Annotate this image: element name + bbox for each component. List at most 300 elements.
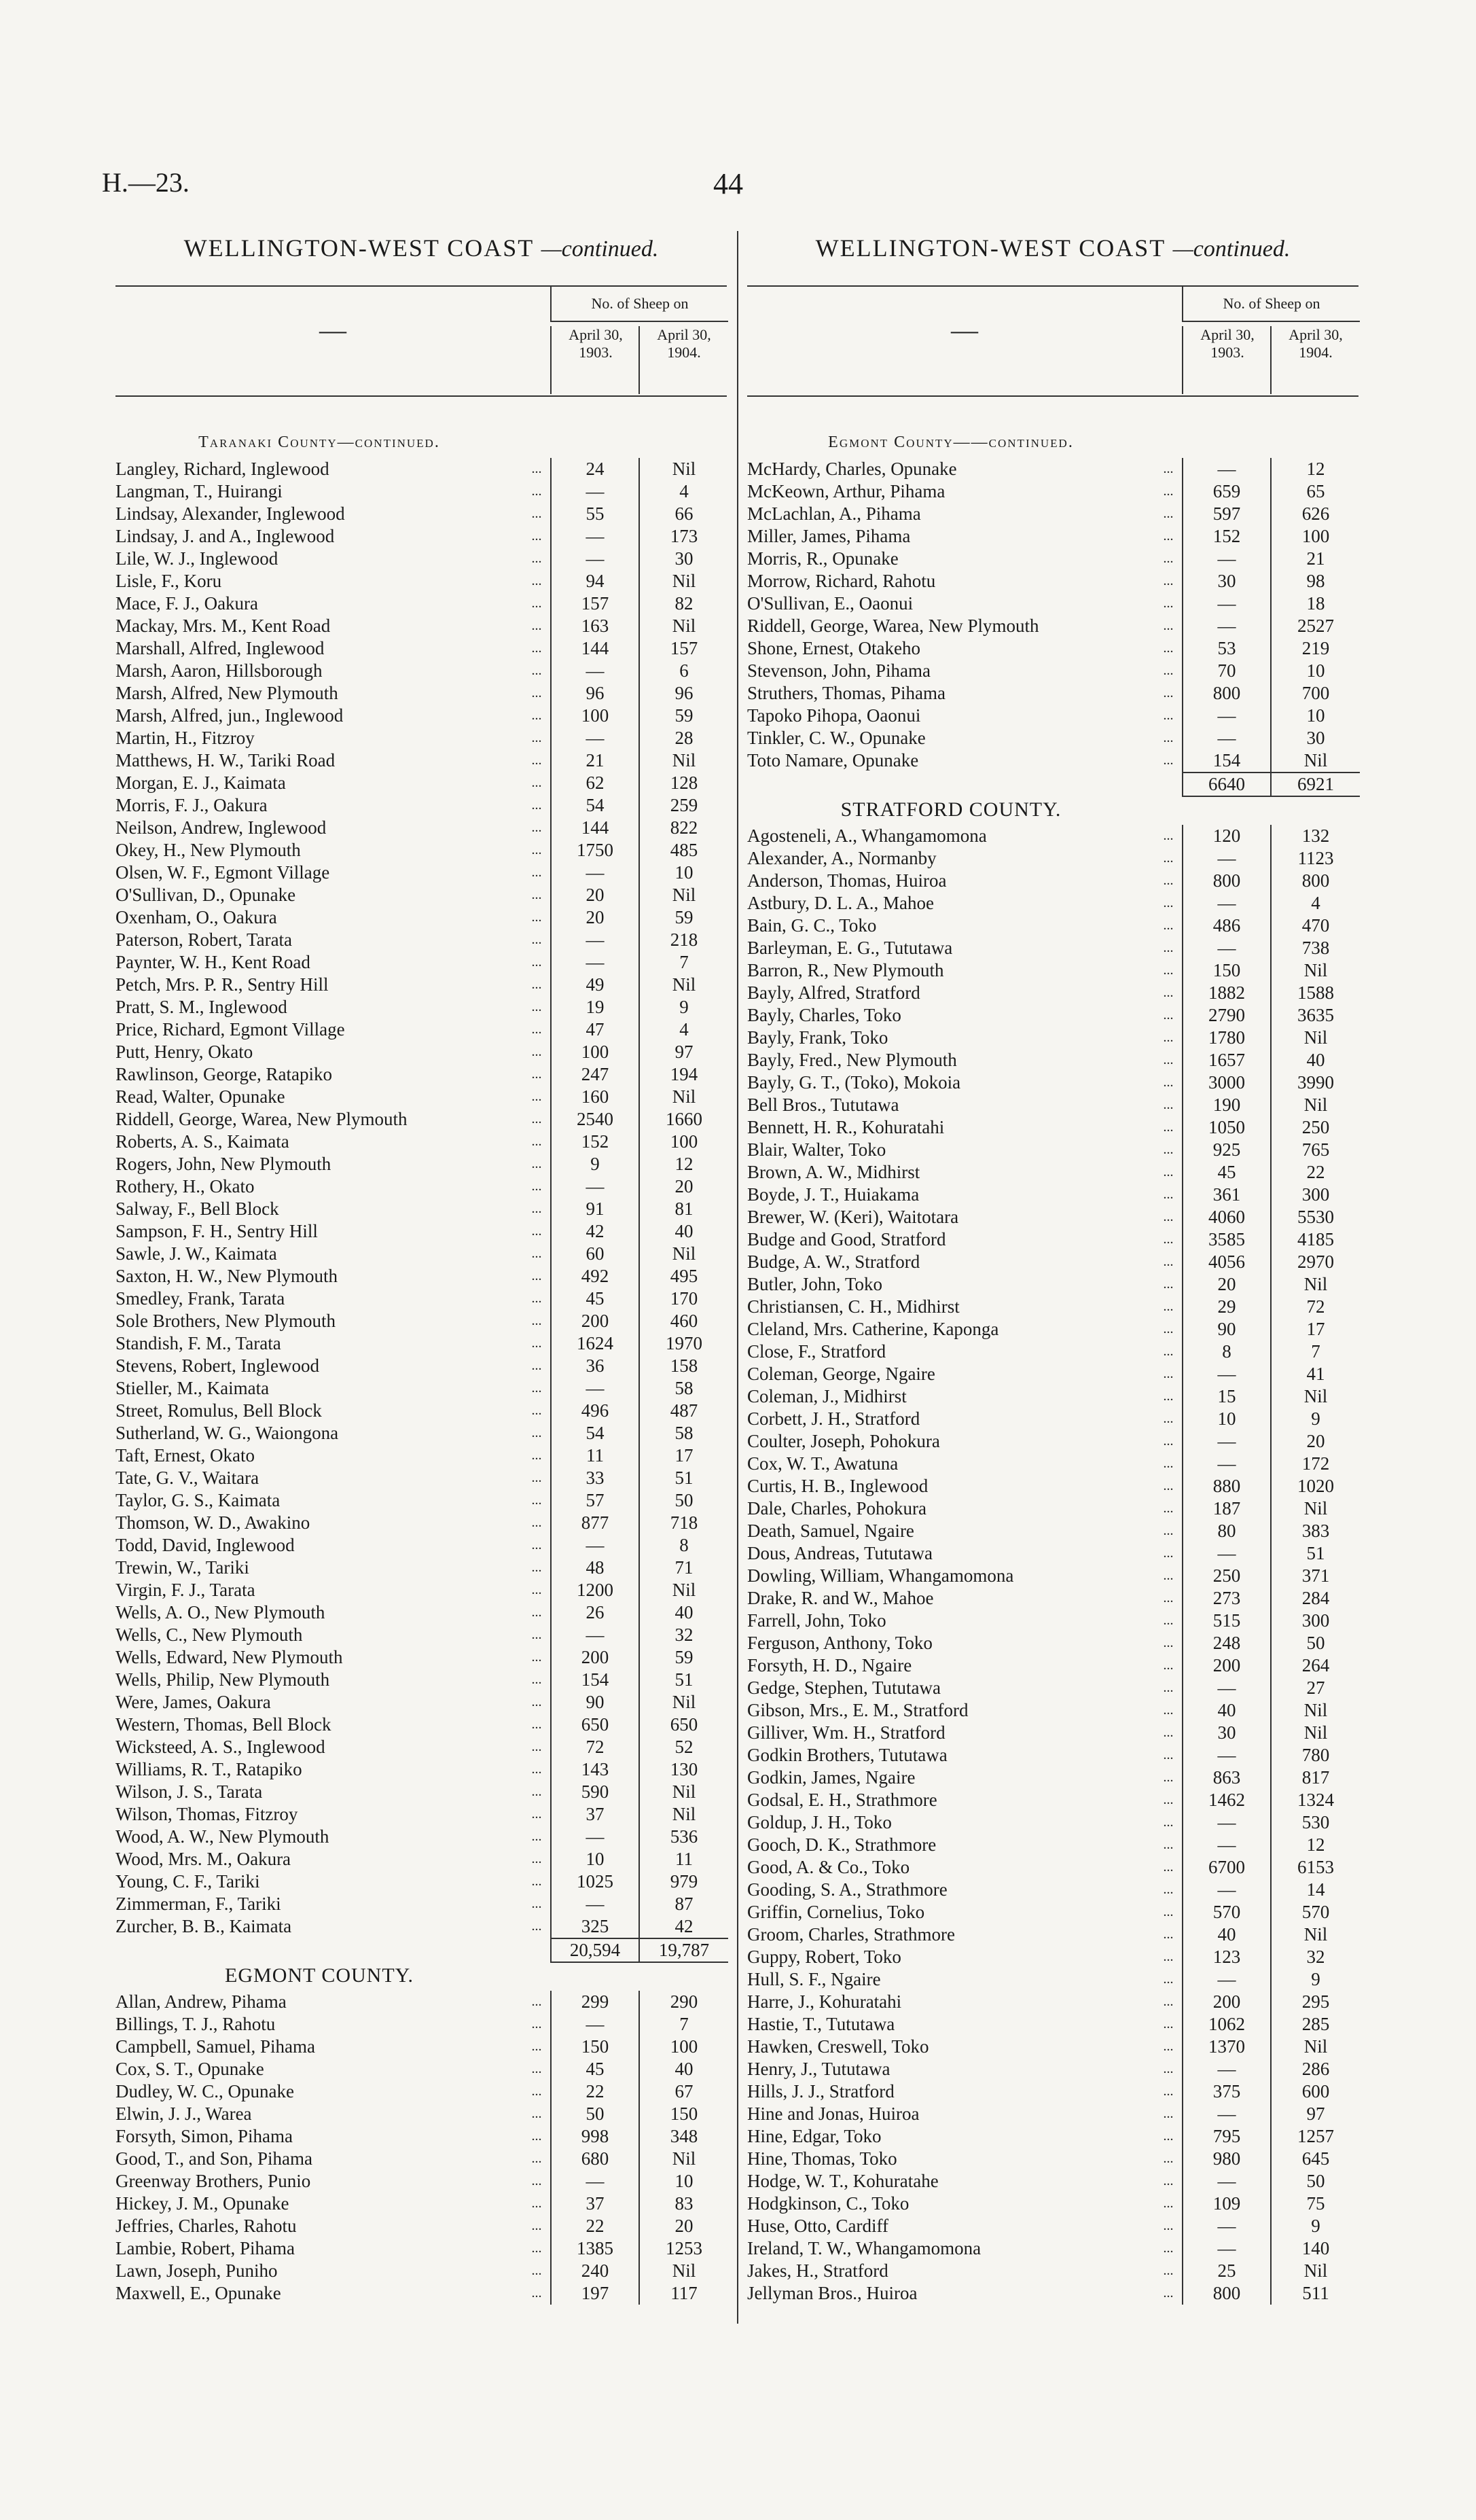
- total-row: [747, 772, 1358, 794]
- sheep-1904: 6: [638, 660, 728, 682]
- leader-dots: ...: [1163, 1546, 1174, 1561]
- column-title: [115, 231, 727, 265]
- owner-name: Farrell, John, Toko: [747, 1610, 886, 1631]
- sheep-1903: 998: [550, 2125, 638, 2148]
- sheep-1903: 200: [1182, 1991, 1270, 2013]
- sheep-1903: 248: [1182, 1632, 1270, 1654]
- county-name: EGMONT COUNTY.: [225, 1964, 414, 1987]
- owner-name: Harre, J., Kohuratahi: [747, 1991, 902, 2012]
- owner-name: Tapoko Pihopa, Oaonui: [747, 705, 921, 726]
- leader-dots: ...: [1163, 2241, 1174, 2256]
- sheep-1903: 6640: [1182, 772, 1270, 797]
- sheep-1903: —: [550, 548, 638, 570]
- sheep-1903: 515: [1182, 1610, 1270, 1632]
- sheep-1904: 383: [1270, 1520, 1360, 1542]
- table-row: [747, 1565, 1358, 1587]
- leader-dots: ...: [1163, 1254, 1174, 1269]
- table-row: [115, 480, 727, 503]
- sheep-1904: 50: [638, 1489, 728, 1512]
- sheep-1904: Nil: [638, 1579, 728, 1601]
- leader-dots: ...: [1163, 2106, 1174, 2121]
- leader-dots: ...: [531, 1994, 542, 2009]
- table-row: [747, 1453, 1358, 1475]
- sheep-1904: 10: [1270, 705, 1360, 727]
- table-row: [115, 2103, 727, 2125]
- table-header: [747, 285, 1358, 397]
- sheep-1904: 1123: [1270, 847, 1360, 870]
- leader-dots: ...: [1163, 1860, 1174, 1875]
- table-row: [747, 2103, 1358, 2125]
- leader-dots: ...: [531, 977, 542, 992]
- sheep-1903: 54: [550, 794, 638, 817]
- sheep-1903: 1624: [550, 1332, 638, 1355]
- leader-dots: ...: [531, 1896, 542, 1911]
- sheep-1903: 3000: [1182, 1071, 1270, 1094]
- owner-name: Wood, Mrs. M., Oakura: [115, 1849, 291, 1869]
- sheep-1903: —: [550, 929, 638, 951]
- leader-dots: ...: [1163, 1456, 1174, 1471]
- table-row: [115, 1601, 727, 1624]
- table-row: [115, 2215, 727, 2237]
- owner-name: Wells, C., New Plymouth: [115, 1625, 303, 1645]
- sheep-1903: 1882: [1182, 982, 1270, 1004]
- owner-name: Budge, A. W., Stratford: [747, 1252, 920, 1272]
- leader-dots: ...: [1163, 2218, 1174, 2233]
- sheep-1904: 83: [638, 2193, 728, 2215]
- sheep-1903: 200: [550, 1646, 638, 1669]
- page-reference: H.—23.: [102, 167, 190, 198]
- leader-dots: ...: [1163, 1792, 1174, 1807]
- page-number: 44: [713, 167, 743, 200]
- sheep-1903: —: [1182, 1453, 1270, 1475]
- sheep-1904: 59: [638, 705, 728, 727]
- owner-name: Shone, Ernest, Otakeho: [747, 638, 920, 658]
- leader-dots: ...: [531, 775, 542, 790]
- owner-name: Wells, A. O., New Plymouth: [115, 1602, 325, 1622]
- leader-dots: ...: [531, 1291, 542, 1306]
- sheep-1904: 800: [1270, 870, 1360, 892]
- owner-name: Dale, Charles, Pohokura: [747, 1498, 926, 1519]
- table-row: [115, 906, 727, 929]
- leader-dots: ...: [531, 2084, 542, 2099]
- sheep-1904: 822: [638, 817, 728, 839]
- table-row: [115, 1400, 727, 1422]
- sheep-1904: 250: [1270, 1116, 1360, 1139]
- sheep-1904: 17: [1270, 1318, 1360, 1341]
- sheep-1903: 650: [550, 1714, 638, 1736]
- leader-dots: ...: [531, 1044, 542, 1059]
- leader-dots: ...: [1163, 641, 1174, 656]
- leader-dots: ...: [1163, 1097, 1174, 1112]
- owner-name: Rogers, John, New Plymouth: [115, 1154, 331, 1174]
- sheep-1904: 511: [1270, 2282, 1360, 2305]
- leader-dots: ...: [1163, 1568, 1174, 1583]
- table-row: [747, 2170, 1358, 2193]
- owner-name: Taft, Ernest, Okato: [115, 1445, 255, 1466]
- owner-name: Agosteneli, A., Whangamomona: [747, 826, 987, 846]
- sheep-1903: 100: [550, 705, 638, 727]
- table-row: [115, 1826, 727, 1848]
- table-row: [115, 660, 727, 682]
- sheep-1904: 71: [638, 1557, 728, 1579]
- table-row: [115, 2080, 727, 2103]
- leader-dots: ...: [1163, 1366, 1174, 1381]
- owner-name: Martin, H., Fitzroy: [115, 728, 255, 748]
- leader-dots: ...: [531, 1067, 542, 1082]
- sheep-1903: 570: [1182, 1901, 1270, 1923]
- owner-name: Western, Thomas, Bell Block: [115, 1714, 331, 1735]
- sheep-1903: 48: [550, 1557, 638, 1579]
- sheep-1904: 20: [638, 2215, 728, 2237]
- sheep-1904: 41: [1270, 1363, 1360, 1385]
- leader-dots: ...: [531, 1672, 542, 1687]
- year-1903-header: April 30, 1903.: [1182, 326, 1272, 394]
- sheep-1903: 1370: [1182, 2036, 1270, 2058]
- owner-name: Langman, T., Huirangi: [115, 481, 283, 501]
- leader-dots: ...: [531, 708, 542, 723]
- sheep-1903: 2540: [550, 1108, 638, 1131]
- sheep-1904: Nil: [1270, 1027, 1360, 1049]
- table-row: [747, 2193, 1358, 2215]
- owner-name: Bell Bros., Tututawa: [747, 1095, 899, 1115]
- table-row: [115, 1579, 727, 1601]
- sheep-1904: 780: [1270, 1744, 1360, 1767]
- sheep-1903: —: [550, 951, 638, 974]
- sheep-1904: 536: [638, 1826, 728, 1848]
- table-row: [115, 2036, 727, 2058]
- leader-dots: ...: [1163, 963, 1174, 978]
- sheep-1904: 979: [638, 1870, 728, 1893]
- table-row: [747, 1991, 1358, 2013]
- table-row: [747, 525, 1358, 548]
- table-row: [115, 1691, 727, 1714]
- leader-dots: ...: [531, 2286, 542, 2301]
- sheep-1903: 150: [550, 2036, 638, 2058]
- table-row: [747, 1116, 1358, 1139]
- table-row: [115, 749, 727, 772]
- column-title-suffix: —continued.: [1172, 236, 1291, 262]
- leader-dots: ...: [531, 484, 542, 499]
- table-row: [747, 1408, 1358, 1430]
- owner-name: Groom, Charles, Strathmore: [747, 1924, 955, 1945]
- leader-dots: ...: [1163, 2084, 1174, 2099]
- owner-name: Marsh, Aaron, Hillsborough: [115, 660, 323, 681]
- sheep-1903: 880: [1182, 1475, 1270, 1497]
- left-column: [115, 231, 727, 2344]
- sheep-1904: 1324: [1270, 1789, 1360, 1811]
- owner-name: Were, James, Oakura: [115, 1692, 271, 1712]
- leader-dots: ...: [1163, 1972, 1174, 1987]
- sheep-1904: Nil: [638, 884, 728, 906]
- sheep-1903: 1657: [1182, 1049, 1270, 1071]
- table-row: [115, 525, 727, 548]
- leader-dots: ...: [531, 2173, 542, 2188]
- owner-name: Marsh, Alfred, jun., Inglewood: [115, 705, 344, 726]
- leader-dots: ...: [1163, 1232, 1174, 1247]
- owner-name: Wilson, J. S., Tarata: [115, 1781, 263, 1802]
- sheep-1903: 486: [1182, 915, 1270, 937]
- section-heading: [747, 794, 1358, 825]
- sheep-1904: 100: [638, 2036, 728, 2058]
- table-row: [115, 2237, 727, 2260]
- table-row: [115, 1355, 727, 1377]
- table-row: [115, 2013, 727, 2036]
- sheep-1903: 1462: [1182, 1789, 1270, 1811]
- owner-name: Barleyman, E. G., Tututawa: [747, 938, 953, 958]
- leader-dots: ...: [1163, 2017, 1174, 2031]
- owner-name: Saxton, H. W., New Plymouth: [115, 1266, 338, 1286]
- sheep-1903: 190: [1182, 1094, 1270, 1116]
- owner-name: Death, Samuel, Ngaire: [747, 1521, 914, 1541]
- year-1904-header: April 30, 1904.: [1270, 326, 1360, 394]
- table-row: [747, 2036, 1358, 2058]
- sheep-1903: 20,594: [550, 1938, 638, 1963]
- sheep-1904: 10: [638, 2170, 728, 2193]
- owner-name: Lindsay, J. and A., Inglewood: [115, 526, 335, 546]
- sheep-1903: 53: [1182, 637, 1270, 660]
- leader-dots: ...: [531, 1739, 542, 1754]
- owner-name: Corbett, J. H., Stratford: [747, 1408, 920, 1429]
- owner-name: Godsal, E. H., Strathmore: [747, 1790, 937, 1810]
- sheep-1903: 91: [550, 1198, 638, 1220]
- sheep-1904: 40: [638, 1220, 728, 1243]
- sheep-1904: 52: [638, 1736, 728, 1758]
- sheep-1904: Nil: [638, 570, 728, 592]
- leader-dots: ...: [1163, 895, 1174, 910]
- sheep-1903: 25: [1182, 2260, 1270, 2282]
- owner-name: Anderson, Thomas, Huiroa: [747, 870, 947, 891]
- leader-dots: ...: [531, 1156, 542, 1171]
- owner-name: Astbury, D. L. A., Mahoe: [747, 893, 934, 913]
- table-row: [115, 1781, 727, 1803]
- table-row: [747, 1856, 1358, 1879]
- table-row: [115, 1991, 727, 2013]
- year-1904-header: April 30, 1904.: [638, 326, 728, 394]
- sheep-1904: 22: [1270, 1161, 1360, 1184]
- table-row: [115, 1444, 727, 1467]
- owner-name: Coleman, George, Ngaire: [747, 1364, 935, 1384]
- sheep-1904: Nil: [1270, 1094, 1360, 1116]
- leader-dots: ...: [1163, 1120, 1174, 1135]
- sheep-1903: —: [550, 727, 638, 749]
- sheep-1904: 97: [1270, 2103, 1360, 2125]
- sheep-1903: 37: [550, 1803, 638, 1826]
- leader-dots: ...: [1163, 2061, 1174, 2076]
- leader-dots: ...: [1163, 1680, 1174, 1695]
- sheep-1903: —: [550, 1175, 638, 1198]
- table-row: [747, 892, 1358, 915]
- leader-dots: ...: [531, 1582, 542, 1597]
- sheep-1903: —: [1182, 892, 1270, 915]
- leader-dots: ...: [531, 1179, 542, 1194]
- leader-dots: ...: [531, 1493, 542, 1508]
- sheep-1903: 22: [550, 2215, 638, 2237]
- leader-dots: ...: [531, 506, 542, 521]
- table-row: [115, 1512, 727, 1534]
- sheep-1904: 98: [1270, 570, 1360, 592]
- sheep-1904: 20: [638, 1175, 728, 1198]
- sheep-1903: —: [1182, 1744, 1270, 1767]
- sheep-1904: 495: [638, 1265, 728, 1288]
- table-row: [115, 1108, 727, 1131]
- sheep-1903: —: [550, 525, 638, 548]
- owner-name: Rawlinson, George, Ratapiko: [115, 1064, 332, 1084]
- table-row: [115, 996, 727, 1018]
- table-row: [115, 1736, 727, 1758]
- sheep-1904: Nil: [638, 458, 728, 480]
- table-row: [747, 458, 1358, 480]
- leader-dots: ...: [531, 1560, 542, 1575]
- table-row: [747, 1071, 1358, 1094]
- owner-name: Tinkler, C. W., Opunake: [747, 728, 926, 748]
- table-row: [747, 1184, 1358, 1206]
- table-row: [115, 615, 727, 637]
- owner-name: Alexander, A., Normanby: [747, 848, 937, 868]
- table-row: [747, 915, 1358, 937]
- owner-name: McLachlan, A., Pihama: [747, 503, 921, 524]
- sheep-1904: 14: [1270, 1879, 1360, 1901]
- sheep-1904: 284: [1270, 1587, 1360, 1610]
- leader-dots: ...: [1163, 1030, 1174, 1045]
- leader-dots: ...: [531, 1470, 542, 1485]
- table-row: [747, 660, 1358, 682]
- sheep-1904: 157: [638, 637, 728, 660]
- leader-dots: ...: [1163, 1344, 1174, 1359]
- sheep-1903: 2790: [1182, 1004, 1270, 1027]
- owner-name: Goldup, J. H., Toko: [747, 1812, 892, 1832]
- table-row: [747, 1610, 1358, 1632]
- table-body: [115, 397, 727, 2305]
- table-row: [747, 548, 1358, 570]
- sheep-1904: Nil: [1270, 959, 1360, 982]
- sheep-1903: 800: [1182, 2282, 1270, 2305]
- sheep-1904: 18: [1270, 592, 1360, 615]
- table-row: [115, 1714, 727, 1736]
- sheep-1904: 218: [638, 929, 728, 951]
- leader-dots: ...: [531, 1919, 542, 1934]
- sheep-1903: —: [1182, 2170, 1270, 2193]
- owner-name: Dowling, William, Whangamomona: [747, 1565, 1014, 1586]
- owner-name: Wicksteed, A. S., Inglewood: [115, 1737, 325, 1757]
- sheep-1903: —: [1182, 937, 1270, 959]
- sheep-1904: 1253: [638, 2237, 728, 2260]
- table-row: [747, 1632, 1358, 1654]
- sheep-1904: 100: [1270, 525, 1360, 548]
- sheep-1903: 55: [550, 503, 638, 525]
- sheep-1903: —: [550, 2013, 638, 2036]
- sheep-1904: 348: [638, 2125, 728, 2148]
- sheep-1903: 15: [1182, 1385, 1270, 1408]
- sheep-1904: 51: [1270, 1542, 1360, 1565]
- leader-dots: ...: [1163, 828, 1174, 843]
- leader-dots: ...: [1163, 1501, 1174, 1516]
- sheep-1903: —: [1182, 548, 1270, 570]
- table-row: [115, 839, 727, 862]
- leader-dots: ...: [531, 1694, 542, 1709]
- leader-dots: ...: [1163, 1815, 1174, 1830]
- sheep-1903: 3585: [1182, 1228, 1270, 1251]
- sheep-1903: —: [550, 1893, 638, 1915]
- table-row: [115, 2193, 727, 2215]
- leader-dots: ...: [1163, 730, 1174, 745]
- sheep-1903: 680: [550, 2148, 638, 2170]
- owner-name: Toto Namare, Opunake: [747, 750, 919, 770]
- owner-name: Huse, Otto, Cardiff: [747, 2216, 888, 2236]
- sheep-1903: —: [550, 660, 638, 682]
- owner-name: Jakes, H., Stratford: [747, 2260, 888, 2281]
- table-row: [115, 1063, 727, 1086]
- sheep-1904: 150: [638, 2103, 728, 2125]
- leader-dots: ...: [531, 2017, 542, 2031]
- owner-name: Morris, F. J., Oakura: [115, 795, 268, 815]
- name-column-header: —: [319, 315, 346, 345]
- table-row: [115, 2125, 727, 2148]
- leader-dots: ...: [1163, 1770, 1174, 1785]
- leader-dots: ...: [531, 865, 542, 880]
- owner-name: Bayly, G. T., (Toko), Mokoia: [747, 1072, 961, 1093]
- sheep-1903: 200: [550, 1310, 638, 1332]
- sheep-1904: 194: [638, 1063, 728, 1086]
- leader-dots: ...: [531, 2263, 542, 2278]
- owner-name: Close, F., Stratford: [747, 1341, 886, 1362]
- table-row: [115, 884, 727, 906]
- table-row: [115, 862, 727, 884]
- sheep-1904: 30: [638, 548, 728, 570]
- sheep-1903: —: [1182, 705, 1270, 727]
- leader-dots: ...: [1163, 708, 1174, 723]
- sheep-1904: 128: [638, 772, 728, 794]
- sheep-1904: 40: [638, 2058, 728, 2080]
- sheep-1903: 20: [1182, 1273, 1270, 1296]
- sheep-1904: 173: [638, 525, 728, 548]
- sheep-1903: 19: [550, 996, 638, 1018]
- sheep-1903: 187: [1182, 1497, 1270, 1520]
- owner-name: Dous, Andreas, Tututawa: [747, 1543, 933, 1563]
- sheep-1904: 1257: [1270, 2125, 1360, 2148]
- table-row: [115, 1310, 727, 1332]
- sheep-1903: —: [1182, 2103, 1270, 2125]
- sheep-1903: 154: [1182, 749, 1270, 772]
- table-row: [115, 1915, 727, 1938]
- owner-name: Smedley, Frank, Tarata: [115, 1288, 285, 1309]
- leader-dots: ...: [1163, 851, 1174, 866]
- owner-name: Stevenson, John, Pihama: [747, 660, 931, 681]
- owner-name: Roberts, A. S., Kaimata: [115, 1131, 289, 1152]
- leader-dots: ...: [1163, 918, 1174, 933]
- table-row: [115, 1489, 727, 1512]
- leader-dots: ...: [1163, 1434, 1174, 1449]
- owner-name: Gooding, S. A., Strathmore: [747, 1879, 948, 1900]
- sheep-1904: 295: [1270, 1991, 1360, 2013]
- sheep-1904: Nil: [638, 1691, 728, 1714]
- sheep-1904: Nil: [638, 615, 728, 637]
- sheep-1903: 45: [1182, 1161, 1270, 1184]
- sheep-1903: 4056: [1182, 1251, 1270, 1273]
- owner-name: Godkin Brothers, Tututawa: [747, 1745, 948, 1765]
- owner-name: Salway, F., Bell Block: [115, 1199, 279, 1219]
- sheep-1904: 8: [638, 1534, 728, 1557]
- sheep-1903: 40: [1182, 1699, 1270, 1722]
- sheep-1904: 12: [1270, 458, 1360, 480]
- table-row: [115, 1422, 727, 1444]
- sheep-1903: 57: [550, 1489, 638, 1512]
- sheep-1904: 650: [638, 1714, 728, 1736]
- leader-dots: ...: [531, 753, 542, 768]
- sheep-1903: 144: [550, 817, 638, 839]
- leader-dots: ...: [1163, 529, 1174, 544]
- table-row: [115, 592, 727, 615]
- sheep-1904: 82: [638, 592, 728, 615]
